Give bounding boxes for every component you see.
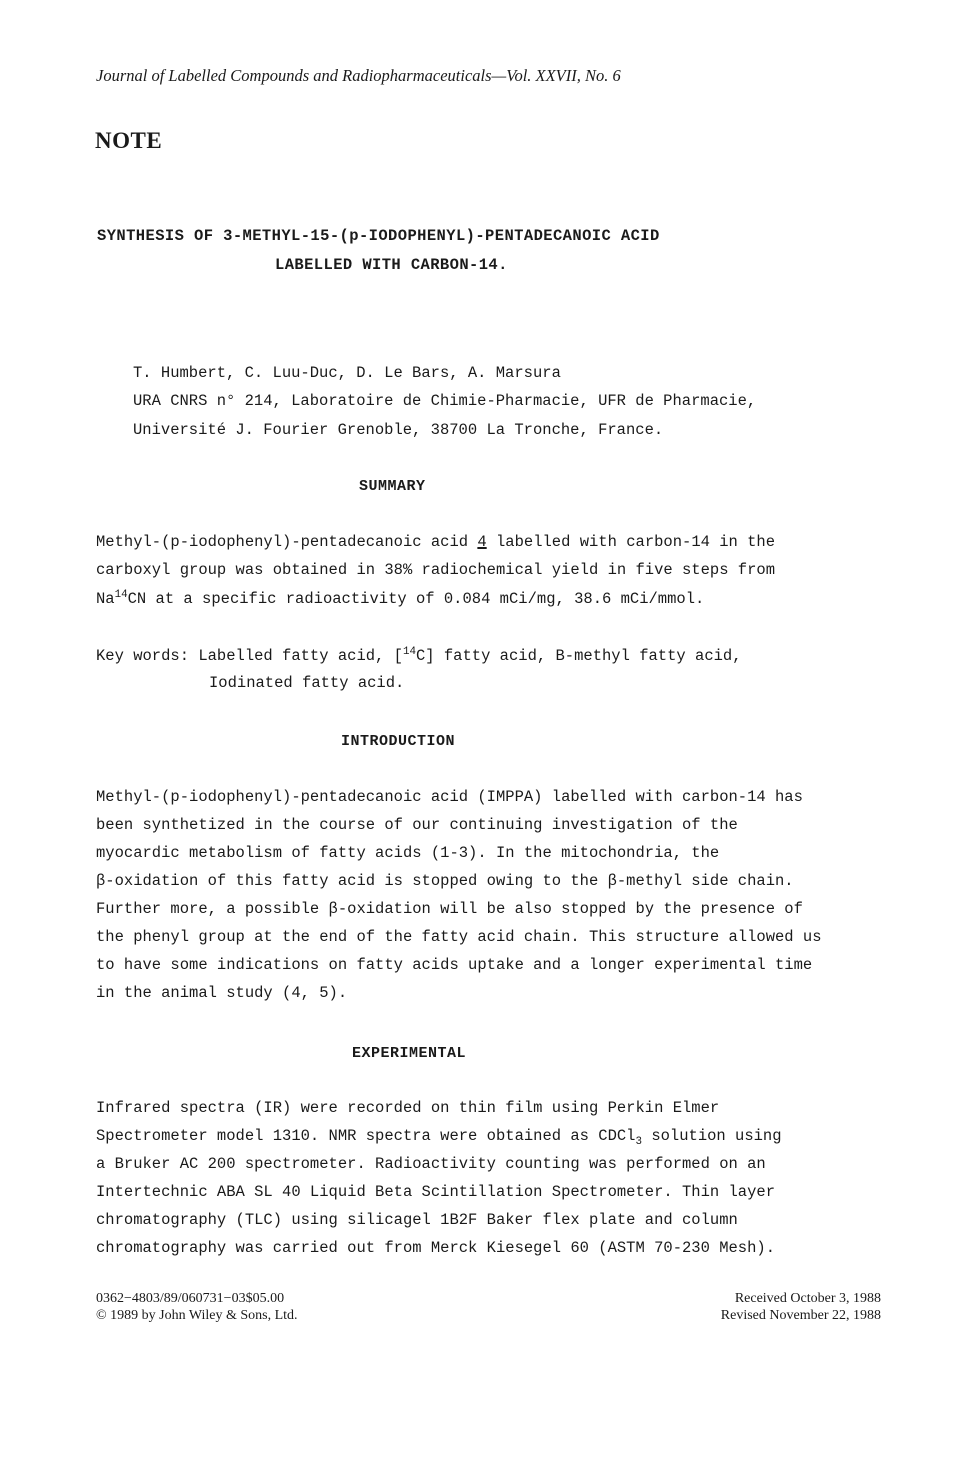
author-names: T. Humbert, C. Luu-Duc, D. Le Bars, A. Marsura	[133, 364, 561, 382]
keywords-line-1: Key words: Labelled fatty acid, [$^{14}$C] fatty acid, B-methyl fatty acid,	[96, 646, 742, 666]
footer-issn-price: 0362−4803/89/060731−03$05.00	[96, 1291, 285, 1306]
experimental-line-3: a Bruker AC 200 spectrometer. Radioactivity counting was performed on an	[96, 1155, 766, 1173]
experimental-line-6: chromatography was carried out from Merck Kiesegel 60 (ASTM 70-230 Mesh).	[96, 1239, 776, 1257]
experimental-line-5: chromatography (TLC) using silicagel 1B2F Baker flex plate and column	[96, 1211, 738, 1229]
experimental-line-4: Intertechnic ABA SL 40 Liquid Beta Scintillation Spectrometer. Thin layer	[96, 1183, 776, 1201]
keywords-line-2: Iodinated fatty acid.	[209, 674, 405, 692]
note-label: NOTE	[95, 128, 163, 153]
introduction-line: been synthetized in the course of our continuing investigation of the	[96, 816, 738, 834]
summary-line-1: Methyl-(p-iodophenyl)-pentadecanoic acid 4 labelled with carbon-14 in the	[96, 533, 776, 551]
summary-line-3: Na$^{14}$CN at a specific radioactivity of 0.084 mCi/mg, 38.6 mCi/mmol.	[96, 589, 705, 609]
introduction-line: myocardic metabolism of fatty acids (1-3). In the mitochondria, the	[96, 844, 720, 862]
journal-header: Journal of Labelled Compounds and Radiopharmaceuticals—Vol. XXVII, No. 6	[96, 66, 621, 85]
affiliation-line-2: Université J. Fourier Grenoble, 38700 La Tronche, France.	[133, 421, 664, 439]
experimental-heading: EXPERIMENTAL	[352, 1045, 467, 1062]
compound-number: 4	[477, 533, 487, 551]
footer-copyright: © 1989 by John Wiley & Sons, Ltd.	[96, 1308, 298, 1323]
introduction-line: β-oxidation of this fatty acid is stopped owing to the β-methyl side chain.	[96, 872, 794, 890]
introduction-line: the phenyl group at the end of the fatty acid chain. This structure allowed us	[96, 928, 822, 946]
introduction-line: Further more, a possible β-oxidation will be also stopped by the presence of	[96, 900, 803, 918]
introduction-line: Methyl-(p-iodophenyl)-pentadecanoic acid (IMPPA) labelled with carbon-14 has	[96, 788, 803, 806]
introduction-line: in the animal study (4, 5).	[96, 984, 348, 1002]
summary-heading: SUMMARY	[359, 478, 426, 495]
experimental-line-1: Infrared spectra (IR) were recorded on thin film using Perkin Elmer	[96, 1099, 720, 1117]
introduction-heading: INTRODUCTION	[341, 733, 456, 750]
summary-line-2: carboxyl group was obtained in 38% radiochemical yield in five steps from	[96, 561, 776, 579]
affiliation-line-1: URA CNRS n° 214, Laboratoire de Chimie-Pharmacie, UFR de Pharmacie,	[133, 392, 757, 410]
article-title-line-1: SYNTHESIS OF 3-METHYL-15-(p-IODOPHENYL)-PENTADECANOIC ACID	[97, 227, 660, 245]
footer-revised-date: Revised November 22, 1988	[720, 1308, 881, 1323]
introduction-line: to have some indications on fatty acids uptake and a longer experimental time	[96, 956, 813, 974]
footer-received-date: Received October 3, 1988	[734, 1291, 881, 1306]
experimental-line-2: Spectrometer model 1310. NMR spectra were obtained as CDCl$_3$ solution using	[96, 1127, 782, 1149]
article-title-line-2: LABELLED WITH CARBON-14.	[275, 256, 508, 274]
